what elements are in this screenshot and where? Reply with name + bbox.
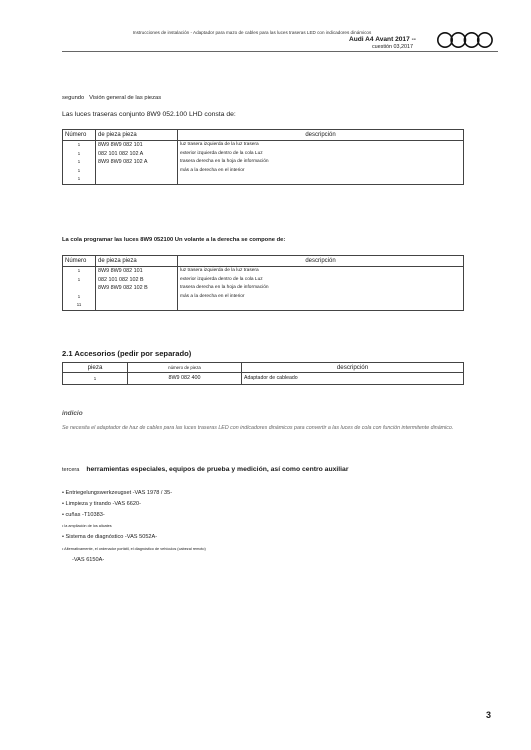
part-description	[180, 175, 461, 184]
part-number-count	[65, 284, 93, 293]
part-number-count: 1	[77, 176, 81, 182]
tool-item: • Alternativamente, el ordenador portátil, el diagnóstico de vehículos (cabezal remoto)	[62, 547, 206, 551]
part-id: 8W9 8W9 082 102 B	[98, 285, 148, 292]
part-number-count: 1	[77, 150, 81, 156]
table-header-row	[63, 363, 464, 373]
tool-item: -VAS 6150A-	[72, 557, 105, 563]
part-description: luz trasera izquierda de la luz trasera	[180, 142, 259, 147]
tool-item: • cuñas -T10383-	[62, 512, 105, 518]
description-cell	[178, 267, 464, 311]
part-description: exterior izquierda dentro de la cola Luz	[180, 276, 263, 282]
section-title: herramientas especiales, equipos de prueba y medición, así como centro auxiliar	[86, 466, 349, 473]
part-description	[180, 301, 461, 310]
page-number: 3	[485, 710, 491, 720]
number-cell	[63, 267, 96, 311]
table2-heading: La cola programar las luces 8W9 052100 Un volante a la derecha se compone de:	[62, 237, 286, 243]
part-number-count: 11	[76, 302, 82, 308]
table-header-row	[63, 130, 464, 141]
column-header: pieza	[63, 363, 128, 373]
accessory-part-number: 8W9 082 400	[128, 373, 242, 385]
table-row	[63, 373, 464, 385]
part-description: trasera derecha en la hoja de información	[180, 159, 269, 165]
part-number-count: 1	[77, 159, 81, 165]
tool-item: • la ampliación de los alicates	[62, 524, 112, 528]
header-rule	[62, 51, 498, 52]
part-number-count: 1	[77, 293, 81, 299]
table-body	[63, 267, 464, 311]
parts-table-rhd	[62, 255, 464, 311]
vehicle-model: Audi A4 Avant 2017 --	[348, 36, 416, 43]
part-description: luz trasera izquierda de la luz trasera	[180, 268, 259, 273]
table-body	[63, 141, 464, 185]
table-header-row	[63, 256, 464, 267]
part-number-count: 1	[77, 167, 81, 173]
note-heading: indicio	[62, 410, 83, 417]
column-header: de pieza pieza	[96, 130, 178, 141]
column-header: descripción	[178, 256, 464, 267]
accessories-heading: 2.1 Accesorios (pedir por separado)	[62, 349, 192, 358]
part-description: trasera derecha en la hoja de información	[180, 285, 269, 291]
column-header: número de pieza	[128, 363, 242, 373]
part-description: más a la derecha en el interior	[180, 293, 245, 299]
part-id: 082 101 082 102 B	[98, 276, 144, 283]
column-header: de pieza pieza	[96, 256, 178, 267]
part-id	[98, 293, 175, 302]
part-cell	[96, 141, 178, 185]
part-number-count: 1	[77, 142, 81, 147]
section-title: Visión general de las piezas	[89, 95, 162, 101]
tool-item: • Limpieza y tirando -VAS 6620-	[62, 501, 141, 507]
part-cell	[96, 267, 178, 311]
tool-item: • Sistema de diagnóstico -VAS 5052A-	[62, 534, 158, 540]
column-header: descripción	[242, 363, 464, 373]
accessories-table	[62, 362, 464, 385]
number-cell	[63, 141, 96, 185]
table1-heading: Las luces traseras conjunto 8W9 052.100 LHD consta de:	[62, 111, 236, 118]
part-id: 8W9 8W9 082 102 A	[98, 159, 148, 166]
part-id	[98, 167, 175, 176]
section-number: segundo	[62, 95, 85, 101]
part-id	[98, 301, 175, 310]
section-heading-3	[62, 466, 348, 473]
part-id: 8W9 8W9 082 101	[98, 268, 143, 274]
note-text: Se necesita el adaptador de haz de cables para las luces traseras LED con indicadores dinámicos para convertir a las luces de cola con función intermitente dinámico.	[62, 425, 454, 431]
part-id: 8W9 8W9 082 101	[98, 142, 143, 148]
column-header: descripción	[178, 130, 464, 141]
part-id	[98, 175, 175, 184]
part-number-count: 1	[77, 268, 81, 273]
description-cell	[178, 141, 464, 185]
section-number: tercera	[62, 467, 80, 473]
column-header: Número	[63, 256, 96, 267]
tool-item: • Entriegelungswerkzeugset -VAS 1978 / 35-	[62, 490, 173, 496]
document-title: Instrucciones de instalación - Adaptador para mazo de cables para las luces traseras LED con indicadores dinámicos	[132, 30, 372, 35]
parts-table-lhd	[62, 129, 464, 185]
accessory-qty: 1	[63, 373, 128, 385]
issue-date: cuestión 03,2017	[371, 44, 413, 50]
part-description: exterior izquierda dentro de la cola Luz	[180, 150, 263, 156]
audi-rings-logo	[436, 31, 494, 49]
part-number-count: 1	[77, 276, 81, 282]
accessory-description: Adaptador de cableado	[242, 373, 464, 385]
part-id: 082 101 082 102 A	[98, 150, 144, 157]
part-description: más a la derecha en el interior	[180, 167, 245, 173]
section-heading-2	[62, 95, 161, 101]
column-header: Número	[63, 130, 96, 141]
